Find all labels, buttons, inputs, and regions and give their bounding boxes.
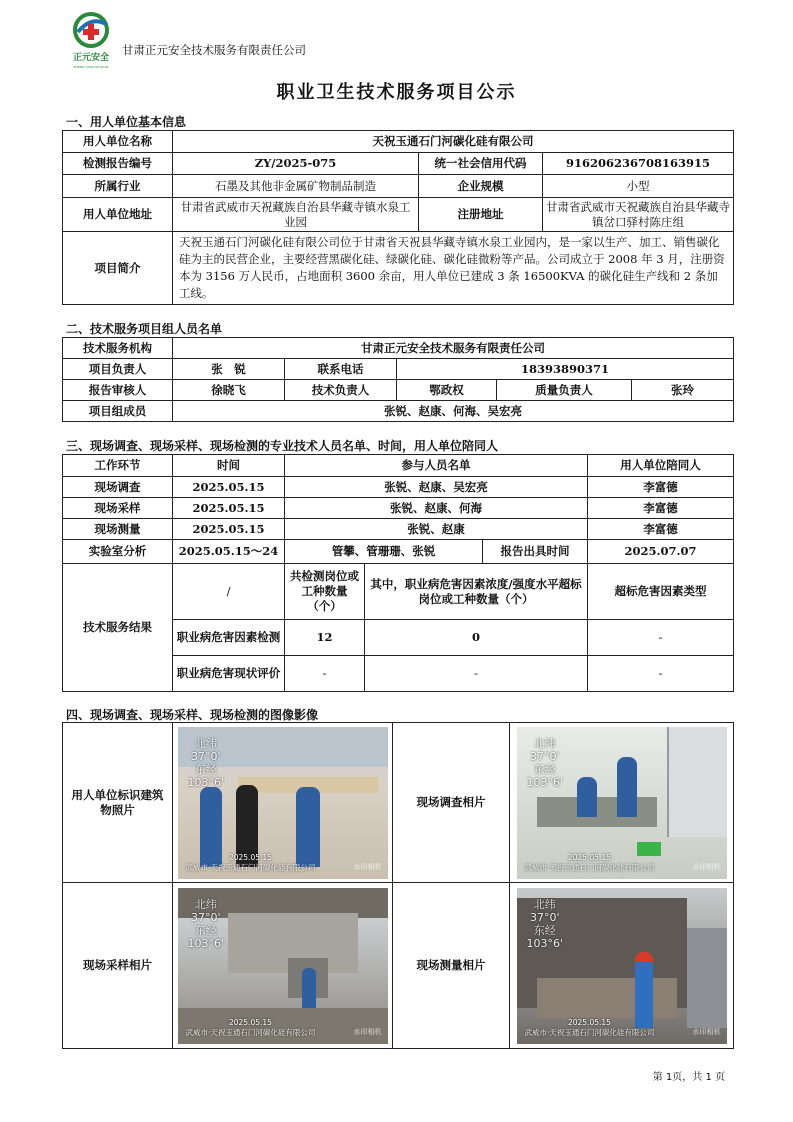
stage: 现场测量 bbox=[63, 519, 173, 540]
row-label: 职业病危害现状评价 bbox=[173, 656, 285, 692]
label: 企业规模 bbox=[419, 175, 543, 198]
quality-value: 张玲 bbox=[632, 380, 734, 401]
report-number: ZY/2025-075 bbox=[173, 153, 419, 175]
time: 2025.05.15 bbox=[173, 477, 285, 498]
org-value: 甘肃正元安全技术服务有限责任公司 bbox=[173, 338, 734, 359]
label: 所属行业 bbox=[63, 175, 173, 198]
lon-label: 东经 bbox=[194, 762, 217, 776]
issue-date: 2025.07.07 bbox=[588, 540, 734, 564]
watermark: 水印相机 bbox=[692, 1027, 721, 1036]
lat-value: 37°0' bbox=[530, 749, 560, 763]
scale-value: 小型 bbox=[543, 175, 734, 198]
lat-value: 37°0' bbox=[191, 749, 221, 763]
escort: 李富德 bbox=[588, 498, 734, 519]
people: 张锐、赵康、吴宏亮 bbox=[285, 477, 588, 498]
label: 检测报告编号 bbox=[63, 153, 173, 175]
lon-value: 103°6' bbox=[526, 936, 564, 950]
header-cell: 其中，职业病危害因素浓度/强度水平超标岗位或工种数量（个） bbox=[365, 564, 588, 620]
registered-address-value: 甘肃省武威市天祝藏族自治县华藏寺镇岔口驿村陈庄组 bbox=[543, 198, 734, 232]
header-cell: 共检测岗位或工种数量（个） bbox=[285, 564, 365, 620]
lon-value: 103°6' bbox=[187, 775, 225, 789]
sampling-photo bbox=[178, 888, 388, 1044]
basic-info-table bbox=[62, 130, 734, 305]
reviewer-value: 徐晓飞 bbox=[173, 380, 285, 401]
page-number: 第 1页，共 1 页 bbox=[652, 1072, 725, 1083]
people: 张锐、赵康 bbox=[285, 519, 588, 540]
lat-label: 北纬 bbox=[194, 736, 217, 750]
escort: 李富德 bbox=[588, 519, 734, 540]
label: 报告审核人 bbox=[63, 380, 173, 401]
escort: 李富德 bbox=[588, 477, 734, 498]
photo-date: 2025.05.15 bbox=[567, 1017, 611, 1027]
lat-value: 37°0' bbox=[530, 910, 560, 924]
label: 现场调查相片 bbox=[393, 723, 510, 883]
section-4-heading: 四、现场调查、现场采样、现场检测的图像影像 bbox=[66, 708, 319, 722]
logo-subtext: ZHENG YUAN AN QUAN bbox=[73, 65, 109, 69]
measurement-photo bbox=[517, 888, 727, 1044]
label: 现场测量相片 bbox=[393, 883, 510, 1049]
table-row bbox=[63, 498, 734, 519]
value: 12 bbox=[285, 620, 365, 656]
company-name-value: 天祝玉通石门河碳化硅有限公司 bbox=[173, 131, 734, 153]
label: 用人单位地址 bbox=[63, 198, 173, 232]
section-2-heading: 二、技术服务项目组人员名单 bbox=[66, 322, 223, 336]
photo-place: 武威市·天祝玉通石门河碳化硅有限公司 bbox=[524, 862, 655, 872]
stage: 实验室分析 bbox=[63, 540, 173, 564]
slash-cell: / bbox=[173, 564, 285, 620]
section-3-heading: 三、现场调查、现场采样、现场检测的专业技术人员名单、时间，用人单位陪同人 bbox=[66, 439, 499, 453]
lon-value: 103°6' bbox=[526, 775, 564, 789]
header-cell: 工作环节 bbox=[63, 455, 173, 477]
photo-place: 武威市·天祝玉通石门河碳化硅有限公司 bbox=[524, 1027, 655, 1037]
label: 项目简介 bbox=[63, 232, 173, 305]
members-value: 张锐、赵康、何海、吴宏亮 bbox=[173, 401, 734, 422]
label: 质量负责人 bbox=[497, 380, 632, 401]
header-cell: 超标危害因素类型 bbox=[588, 564, 734, 620]
stage: 现场调查 bbox=[63, 477, 173, 498]
stage: 现场采样 bbox=[63, 498, 173, 519]
lat-value: 37°0' bbox=[191, 910, 221, 924]
watermark: 水印相机 bbox=[353, 1027, 382, 1036]
photo-place: 武威市·天祝玉通石门河碳化硅有限公司 bbox=[185, 862, 316, 872]
lead-value: 张 锐 bbox=[173, 359, 285, 380]
team-table bbox=[62, 337, 734, 422]
photo-place: 武威市·天祝玉通石门河碳化硅有限公司 bbox=[185, 1027, 316, 1037]
photo-date: 2025.05.15 bbox=[228, 1017, 272, 1027]
header-cell: 参与人员名单 bbox=[285, 455, 588, 477]
watermark: 水印相机 bbox=[692, 862, 721, 871]
logo-text: 正元安全 bbox=[72, 53, 110, 63]
label: 统一社会信用代码 bbox=[419, 153, 543, 175]
lon-label: 东经 bbox=[533, 923, 556, 937]
label: 项目组成员 bbox=[63, 401, 173, 422]
value: - bbox=[365, 656, 588, 692]
lon-label: 东经 bbox=[194, 923, 217, 937]
address-value: 甘肃省武威市天祝藏族自治县华藏寺镇水泉工业园 bbox=[173, 198, 419, 232]
header-cell: 时间 bbox=[173, 455, 285, 477]
people: 管攀、管珊珊、张锐 bbox=[285, 540, 483, 564]
lat-label: 北纬 bbox=[533, 897, 556, 911]
company-name: 甘肃正元安全技术服务有限责任公司 bbox=[122, 43, 306, 57]
table-row bbox=[63, 477, 734, 498]
lon-label: 东经 bbox=[533, 762, 556, 776]
label: 技术负责人 bbox=[285, 380, 397, 401]
label: 用人单位标识建筑物照片 bbox=[63, 723, 173, 883]
value: - bbox=[588, 620, 734, 656]
table-row bbox=[63, 519, 734, 540]
photo-table bbox=[62, 722, 734, 1049]
photo-date: 2025.05.15 bbox=[567, 852, 611, 862]
value: 0 bbox=[365, 620, 588, 656]
time: 2025.05.15 bbox=[173, 498, 285, 519]
industry-value: 石墨及其他非金属矿物制品制造 bbox=[173, 175, 419, 198]
page-title: 职业卫生技术服务项目公示 bbox=[276, 82, 517, 103]
label: 用人单位名称 bbox=[63, 131, 173, 153]
tech-value: 鄂政权 bbox=[397, 380, 497, 401]
section-1-heading: 一、用人单位基本信息 bbox=[66, 115, 187, 129]
phone-value: 18393890371 bbox=[397, 359, 734, 380]
label: 联系电话 bbox=[285, 359, 397, 380]
time: 2025.05.15 bbox=[173, 519, 285, 540]
value: - bbox=[588, 656, 734, 692]
label: 技术服务机构 bbox=[63, 338, 173, 359]
header-cell: 用人单位陪同人 bbox=[588, 455, 734, 477]
photo-date: 2025.05.15 bbox=[228, 852, 272, 862]
table-row bbox=[63, 540, 734, 564]
field-work-table bbox=[62, 454, 734, 692]
lat-label: 北纬 bbox=[533, 736, 556, 750]
row-label: 职业病危害因素检测 bbox=[173, 620, 285, 656]
credit-code: 916206236708163915 bbox=[543, 153, 734, 175]
building-photo bbox=[178, 727, 388, 879]
lon-value: 103°6' bbox=[187, 936, 225, 950]
issue-label: 报告出具时间 bbox=[483, 540, 588, 564]
survey-photo bbox=[517, 727, 727, 879]
value: - bbox=[285, 656, 365, 692]
label: 项目负责人 bbox=[63, 359, 173, 380]
label: 现场采样相片 bbox=[63, 883, 173, 1049]
lat-label: 北纬 bbox=[194, 897, 217, 911]
company-logo bbox=[66, 10, 116, 70]
project-intro: 天祝玉通石门河碳化硅有限公司位于甘肃省天祝县华藏寺镇水泉工业园内，是一家以生产、加工、销售碳化硅为主的民营企业，主要经营黑碳化硅、绿碳化硅、碳化硅微粉等产品。公司成立于 2008 年 3 月，注册资本为 3156 万人民币，占地面积 3600 余亩，用人单位已建成 3 条 16500KVA 的碳化硅生产线和 2 条加工线。 bbox=[173, 232, 734, 305]
page-header bbox=[66, 10, 726, 70]
label: 注册地址 bbox=[419, 198, 543, 232]
watermark: 水印相机 bbox=[353, 862, 382, 871]
people: 张锐、赵康、何海 bbox=[285, 498, 588, 519]
label: 技术服务结果 bbox=[63, 564, 173, 692]
time: 2025.05.15～24 bbox=[173, 540, 285, 564]
